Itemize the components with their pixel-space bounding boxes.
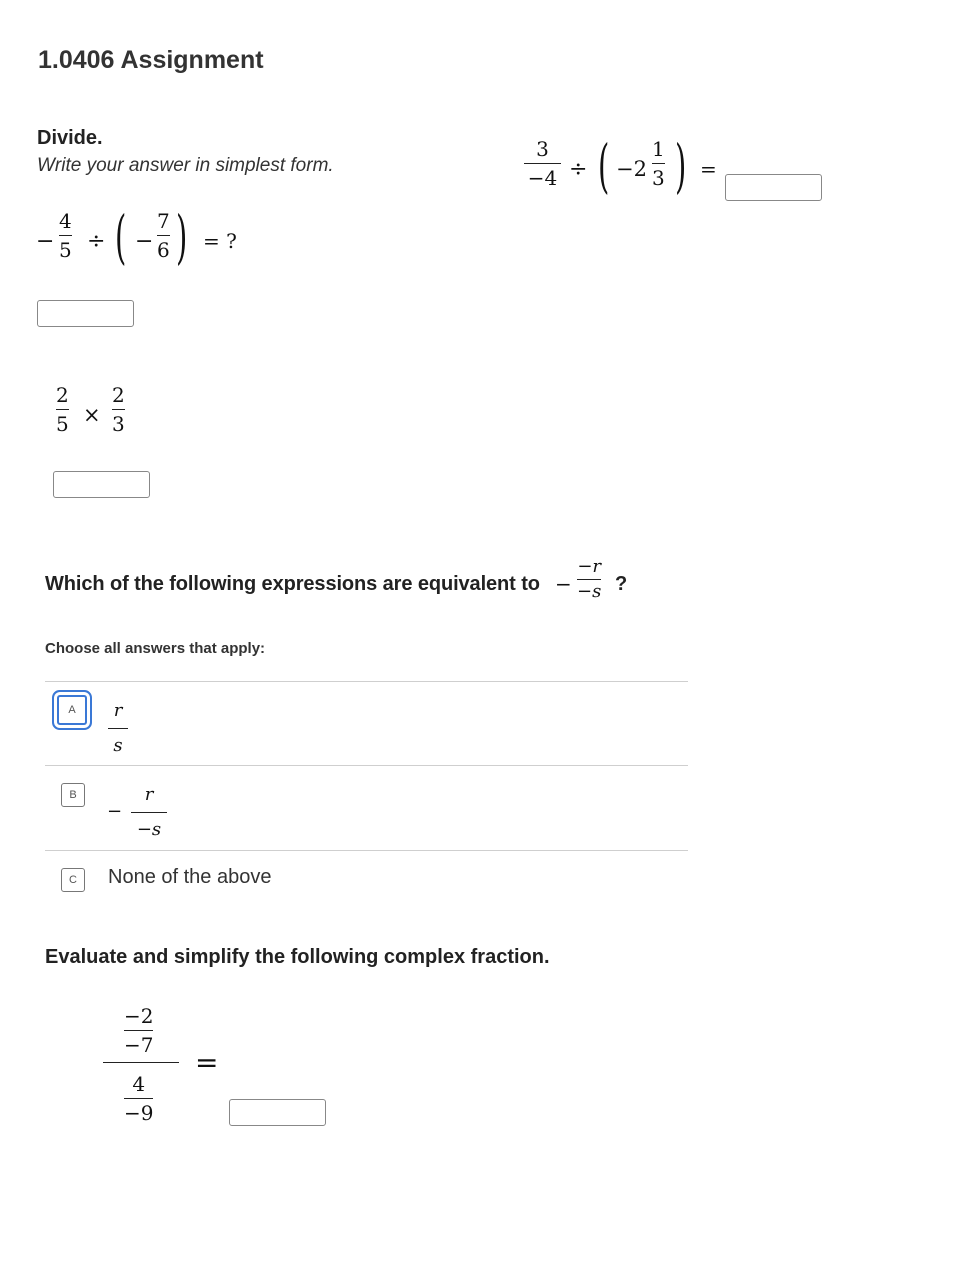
q2-fraction-b — [652, 139, 665, 188]
fraction-bar — [108, 728, 128, 729]
q1-divide-sign: ÷ — [87, 229, 106, 254]
choice-b-letter: B — [69, 789, 77, 801]
choice-b-minus: − — [107, 801, 123, 822]
complex-top-denominator: −7 — [124, 1033, 154, 1057]
q2-fraction-a — [524, 139, 561, 188]
q2-b-denominator: 3 — [652, 166, 665, 190]
q1-instruction: Write your answer in simplest form. — [37, 155, 334, 176]
q1-a-denominator: 5 — [59, 238, 72, 262]
fraction-bar — [577, 579, 601, 580]
q4-heading: Evaluate and simplify the following complex fraction. — [45, 946, 550, 968]
choice-a-numerator: r — [113, 700, 123, 721]
fraction-bar — [157, 235, 170, 236]
q2-equals: = — [700, 157, 717, 181]
q1-heading: Divide. — [37, 127, 103, 149]
q3-fraction — [577, 558, 601, 601]
q2-b-numerator: 1 — [652, 137, 665, 161]
choice-a-letter: A — [68, 704, 76, 716]
q4-equals: = — [195, 1046, 219, 1079]
q3-numerator: −r — [577, 556, 601, 577]
choose-all-label: Choose all answers that apply: — [45, 640, 266, 657]
choice-b-numerator: r — [144, 784, 154, 805]
page-title: 1.0406 Assignment — [38, 46, 264, 74]
choice-a-fraction — [108, 702, 128, 755]
mult-b-numerator: 2 — [112, 383, 125, 407]
q2-divide-sign: ÷ — [569, 157, 588, 182]
q2-mixed-whole: −2 — [616, 157, 647, 181]
choice-divider — [45, 850, 688, 851]
q2-a-denominator: −4 — [527, 166, 558, 190]
mult-b-denominator: 3 — [112, 412, 125, 436]
q2-answer-input[interactable] — [725, 174, 822, 201]
fraction-bar — [131, 812, 167, 813]
fraction-bar — [524, 163, 561, 164]
fraction-bar — [59, 235, 72, 236]
q3-denominator: −s — [577, 581, 602, 602]
choice-c-text: None of the above — [108, 866, 272, 888]
q1-right-paren: ) — [176, 203, 188, 271]
q1-minus: − — [36, 229, 55, 254]
choice-b-denominator: −s — [136, 819, 162, 840]
complex-bottom-numerator: 4 — [132, 1072, 146, 1096]
q1-b-numerator: 7 — [157, 209, 170, 233]
complex-main-bar — [103, 1062, 179, 1063]
fraction-bar — [652, 163, 665, 164]
q1-fraction-a — [59, 211, 72, 260]
q3-question-text: Which of the following expressions are equivalent to — [45, 573, 540, 595]
q3-question-mark: ? — [615, 573, 628, 595]
choice-b-checkbox[interactable] — [61, 783, 85, 807]
mult-answer-input[interactable] — [53, 471, 150, 498]
q1-b-denominator: 6 — [157, 238, 170, 262]
fraction-bar — [124, 1098, 153, 1099]
fraction-bar — [56, 409, 69, 410]
complex-bottom-fraction — [124, 1074, 153, 1123]
q3-minus: − — [555, 572, 572, 596]
complex-bottom-denominator: −9 — [124, 1101, 154, 1125]
q3-question — [45, 573, 540, 596]
mult-a-numerator: 2 — [56, 383, 69, 407]
choice-c-checkbox[interactable] — [61, 868, 85, 892]
choice-divider — [45, 681, 688, 682]
q2-right-paren: ) — [675, 132, 687, 200]
q1-fraction-b — [157, 211, 170, 260]
mult-fraction-a — [56, 385, 69, 434]
choice-a-denominator: s — [113, 735, 123, 756]
fraction-bar — [112, 409, 125, 410]
choice-a-checkbox[interactable] — [57, 695, 87, 725]
choice-c-letter: C — [69, 874, 77, 886]
choice-b-fraction — [131, 786, 167, 839]
mult-a-denominator: 5 — [56, 412, 69, 436]
complex-top-fraction — [124, 1006, 153, 1055]
q1-answer-input[interactable] — [37, 300, 134, 327]
fraction-bar — [124, 1030, 153, 1031]
times-sign: × — [83, 403, 101, 427]
complex-top-numerator: −2 — [124, 1004, 154, 1028]
q2-a-numerator: 3 — [536, 137, 549, 161]
q1-equals-question: = ? — [203, 229, 237, 253]
choice-divider — [45, 765, 688, 766]
mult-fraction-b — [112, 385, 125, 434]
q1-a-numerator: 4 — [59, 209, 72, 233]
q1-left-paren: ( — [115, 203, 127, 271]
q1-minus-inner: − — [135, 229, 154, 254]
q4-answer-input[interactable] — [229, 1099, 326, 1126]
q2-left-paren: ( — [598, 132, 610, 200]
